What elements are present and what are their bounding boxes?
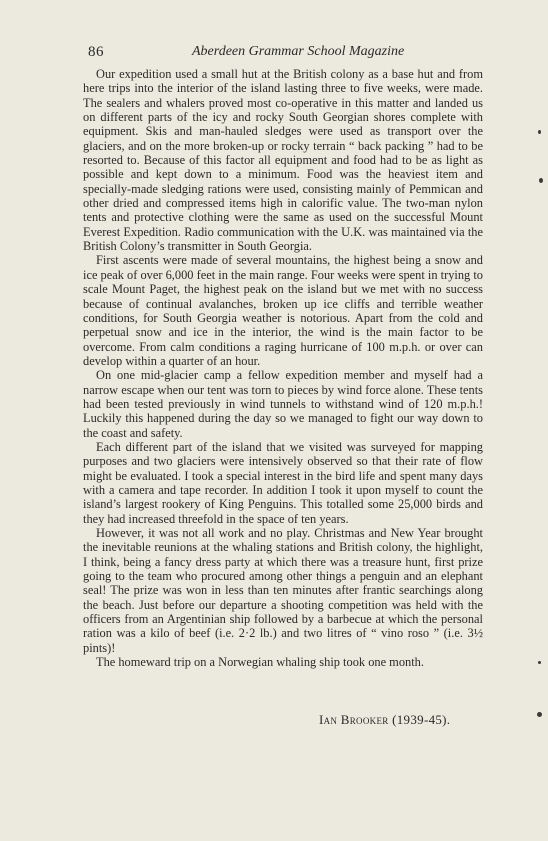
print-speck	[538, 130, 541, 134]
page-header	[88, 44, 488, 64]
page-number: 86	[88, 44, 104, 60]
paragraph-christmas-festivities: However, it was not all work and no play. Christmas and New Year brought the inevitable reunions at the whaling stations and British colony, the highlight, I think, being a fancy dress party at which there was a treasure hunt, first prize going to the team who procured among other things a penguin and an elephant seal! The prize was won in less than ten minutes after frantic searchings along the beach. Just before our departure a shooting competition was held with the officers from an Argentinian ship followed by a barbecue at which the personal ration was a kilo of beef (i.e. 2·2 lb.) and two litres of “ vino roso ” (i.e. 3½ pints)!	[83, 526, 483, 655]
running-title: Aberdeen Grammar School Magazine	[192, 44, 405, 59]
paragraph-expedition-base: Our expedition used a small hut at the British colony as a base hut and from here trips into the interior of the island lasting three to five weeks, were made. The sealers and whalers proved most co-operative in this matter and landed us on different parts of the icy and rocky South Georgian shores complete with equipment. Skis and man-hauled sledges were used as transport over the glaciers, and on the more broken-up or rocky terrain “ back packing ” had to be resorted to. Because of this factor all equipment and food had to be as light as possible and kept down to a minimum. Food was the heaviest item and specially-made sledging rations were used, consisting mainly of Pemmican and other dried and compressed items high in calorific value. The two-man nylon tents and protective clothing were the same as used on the successful Mount Everest Expedition. Radio communication with the U.K. was maintained via the British Colony’s transmitter in South Georgia.	[83, 67, 483, 254]
paragraph-homeward-trip: The homeward trip on a Norwegian whaling ship took one month.	[96, 655, 424, 670]
paragraph-first-ascents: First ascents were made of several mountains, the highest being a snow and ice peak of over 6,000 feet in the main range. Four weeks were spent in trying to scale Mount Paget, the highest peak on the island but we met with no success because of continual avalanches, broken up ice cliffs and terrible weather conditions, for South Georgia weather is notorious. Apart from the cold and perpetual snow and ice in the interior, the wind is the main factor to be overcome. From calm conditions a raging hurricane of 100 m.p.h. or over can develop within a quarter of an hour.	[83, 253, 483, 368]
print-speck	[539, 178, 543, 183]
article-body	[83, 67, 483, 669]
author-years: (1939-45).	[392, 712, 451, 727]
paragraph-tent-escape: On one mid-glacier camp a fellow expedition member and myself had a narrow escape when our tent was torn to pieces by wind force alone. These tents had been tested previously in wind tunnels to withstand wind of 120 m.p.h.! Luckily this happened during the day so we managed to fight our way down to the coast and safety.	[83, 368, 483, 440]
paragraph-survey-wildlife: Each different part of the island that we visited was surveyed for mapping purposes and two glaciers were intensively observed so that their rate of flow might be evaluated. I took a special interest in the bird life and spent many days with a camera and tape recorder. In addition I took it upon myself to count the island’s largest rookery of King Penguins. This totalled some 25,000 birds and they had increased threefold in the space of ten years.	[83, 439, 483, 526]
print-speck	[537, 712, 542, 717]
author-name: Ian Brooker	[319, 712, 389, 727]
author-signature	[319, 712, 450, 728]
print-speck	[538, 661, 541, 664]
